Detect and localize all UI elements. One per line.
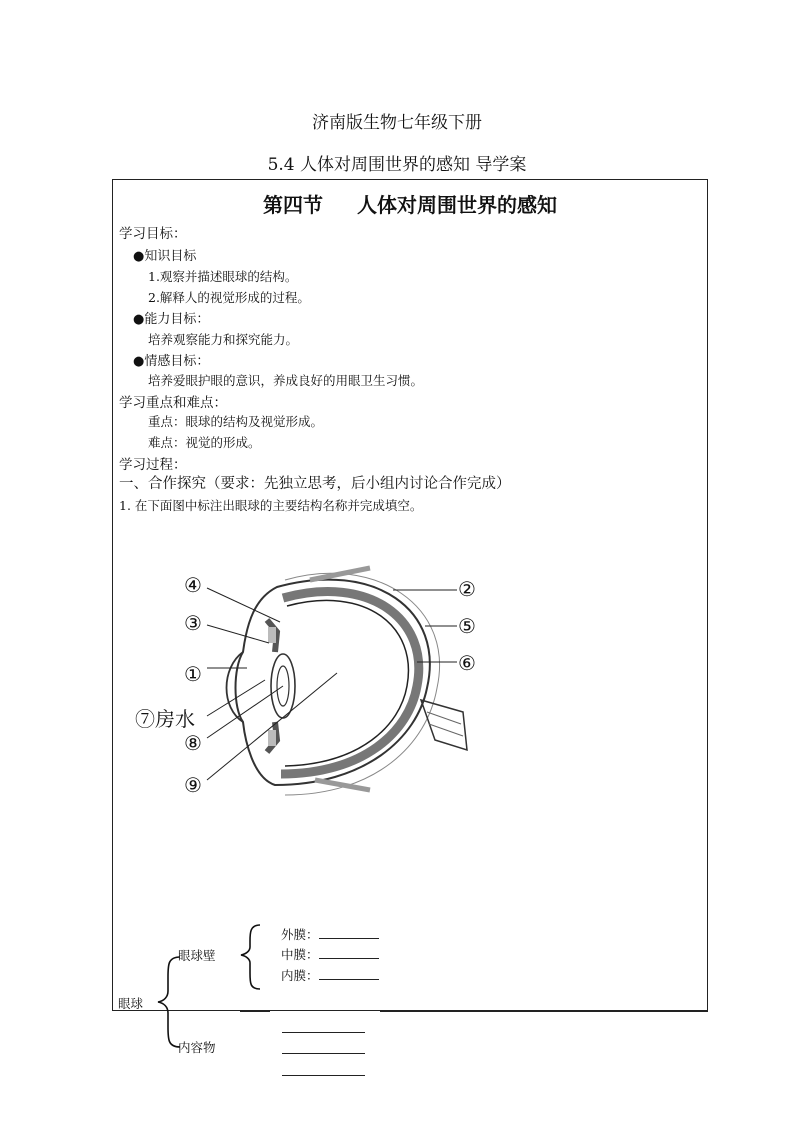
part1-text: 一、合作探究（要求：先独立思考，后小组内讨论合作完成） xyxy=(119,476,511,492)
emotion-text: 培养爱眼护眼的意识，养成良好的用眼卫生习惯。 xyxy=(148,373,424,388)
label-1: ① xyxy=(184,662,202,686)
blank-line[interactable] xyxy=(282,1053,365,1054)
knowledge-item-2: 2.解释人的视觉形成的过程。 xyxy=(148,290,310,305)
blank-line xyxy=(240,1011,270,1012)
ability-text: 培养观察能力和探究能力。 xyxy=(148,332,299,347)
wall-label: 眼球壁 xyxy=(178,948,216,963)
blank-line[interactable] xyxy=(282,1075,365,1076)
label-3: ③ xyxy=(184,611,202,635)
label-6: ⑥ xyxy=(458,651,476,675)
section-name: 人体对周围世界的感知 xyxy=(357,193,557,217)
blank-line[interactable] xyxy=(282,1032,365,1033)
page-title: 济南版生物七年级下册 xyxy=(312,113,482,133)
section-number: 第四节 xyxy=(263,193,323,217)
label-4: ④ xyxy=(184,573,202,597)
label-2: ② xyxy=(458,577,476,601)
difficult-point: 难点：视觉的形成。 xyxy=(148,435,261,450)
blank-line xyxy=(380,1011,708,1012)
key-point: 重点：眼球的结构及视觉形成。 xyxy=(148,414,324,429)
label-8: ⑧ xyxy=(184,731,202,755)
middle-layer-label: 中膜： xyxy=(281,945,379,963)
process-heading: 学习过程： xyxy=(119,457,187,473)
knowledge-item-1: 1.观察并描述眼球的结构。 xyxy=(148,269,298,284)
label-7-aqueous-humor: ⑦房水 xyxy=(135,707,195,731)
outer-layer-label: 外膜： xyxy=(281,925,379,943)
contents-label: 内容物 xyxy=(178,1040,216,1055)
inner-layer-label: 内膜： xyxy=(281,966,379,984)
eyeball-label: 眼球 xyxy=(118,996,144,1011)
emotion-label: ●情感目标： xyxy=(133,354,210,369)
knowledge-label: ●知识目标 xyxy=(133,249,197,264)
key-points-heading: 学习重点和难点： xyxy=(119,395,227,411)
eye-diagram xyxy=(125,540,485,805)
objectives-heading: 学习目标： xyxy=(119,226,187,242)
ability-label: ●能力目标： xyxy=(133,312,210,327)
label-9: ⑨ xyxy=(184,773,202,797)
section-title xyxy=(112,189,708,218)
page-subtitle: 5.4 人体对周围世界的感知 导学案 xyxy=(267,155,527,175)
question-1: 1. 在下面图中标注出眼球的主要结构名称并完成填空。 xyxy=(119,498,423,513)
label-5: ⑤ xyxy=(458,614,476,638)
